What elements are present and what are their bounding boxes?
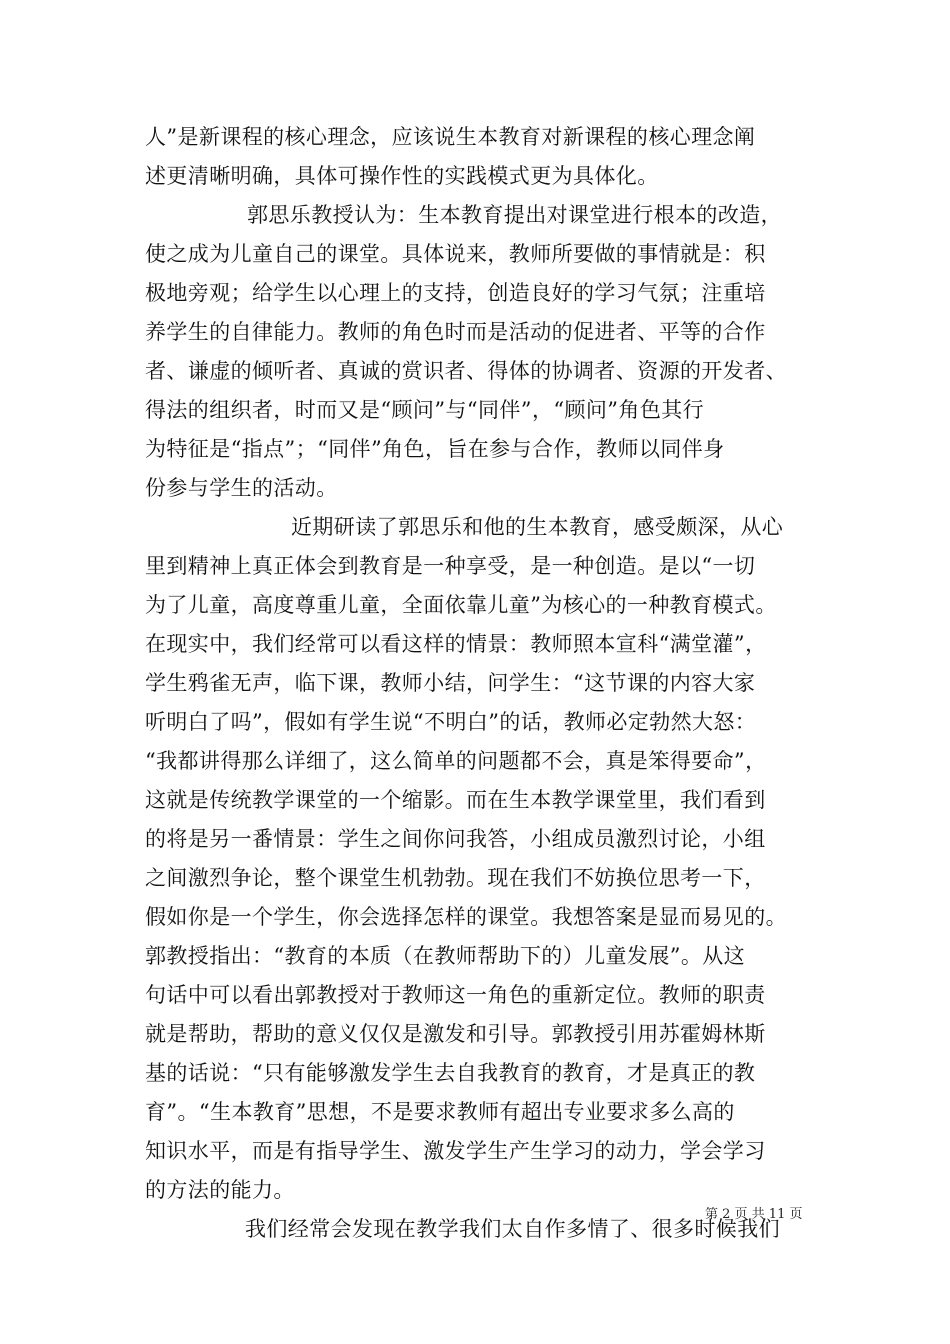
text-line: 郭思乐教授认为：生本教育提出对课堂进行根本的改造， <box>247 203 782 227</box>
text-line: 近期研读了郭思乐和他的生本教育，感受颇深，从心 <box>291 515 784 539</box>
text-line: 基的话说：“只有能够激发学生去自我教育的教育，才是真正的教 <box>145 1061 756 1085</box>
text-line: 育”。“生本教育”思想，不是要求教师有超出专业要求多么高的 <box>145 1100 735 1124</box>
text-line: 份参与学生的活动。 <box>145 476 338 500</box>
text-line: 我们经常会发现在教学我们太自作多情了、很多时候我们 <box>245 1217 780 1241</box>
body-text <box>145 118 825 1249</box>
text-line: 使之成为儿童自己的课堂。具体说来，教师所要做的事情就是：积 <box>145 242 766 266</box>
text-line: 养学生的自律能力。教师的角色时而是活动的促进者、平等的合作 <box>145 320 766 344</box>
text-line: 这就是传统教学课堂的一个缩影。而在生本教学课堂里，我们看到 <box>145 788 766 812</box>
text-line: 之间激烈争论，整个课堂生机勃勃。现在我们不妨换位思考一下， <box>145 866 766 890</box>
text-line: 就是帮助，帮助的意义仅仅是激发和引导。郭教授引用苏霍姆林斯 <box>145 1022 766 1046</box>
text-line: 得法的组织者，时而又是“顾问”与“同伴”，“顾问”角色其行 <box>145 398 705 422</box>
text-line: 为特征是“指点”；“同伴”角色，旨在参与合作，教师以同伴身 <box>145 437 725 461</box>
text-line: 学生鸦雀无声，临下课，教师小结，问学生：“这节课的内容大家 <box>145 671 756 695</box>
text-line: 里到精神上真正体会到教育是一种享受，是一种创造。是以“一切 <box>145 554 756 578</box>
text-line: 在现实中，我们经常可以看这样的情景：教师照本宣科“满堂灌”， <box>145 632 767 656</box>
text-line: 假如你是一个学生，你会选择怎样的课堂。我想答案是显而易见的。 <box>145 905 787 929</box>
text-line: 者、谦虚的倾听者、真诚的赏识者、得体的协调者、资源的开发者、 <box>145 359 787 383</box>
text-line: 人”是新课程的核心理念，应该说生本教育对新课程的核心理念阐 <box>145 125 756 149</box>
text-line: 的方法的能力。 <box>145 1178 295 1202</box>
text-line: 极地旁观；给学生以心理上的支持，创造良好的学习气氛；注重培 <box>145 281 766 305</box>
text-line: 知识水平，而是有指导学生、激发学生产生学习的动力，学会学习 <box>145 1139 766 1163</box>
text-line: 为了儿童，高度尊重儿童，全面依靠儿童”为核心的一种教育模式。 <box>145 593 777 617</box>
page-number-footer: 第 2 页 共 11 页 <box>705 1207 803 1222</box>
text-line: 郭教授指出：“教育的本质（在教师帮助下的）儿童发展”。从这 <box>145 944 746 968</box>
text-line: 的将是另一番情景：学生之间你问我答，小组成员激烈讨论，小组 <box>145 827 766 851</box>
text-line: 句话中可以看出郭教授对于教师这一角色的重新定位。教师的职责 <box>145 983 766 1007</box>
text-line: “我都讲得那么详细了，这么简单的问题都不会，真是笨得要命”， <box>145 749 767 773</box>
text-line: 听明白了吗”，假如有学生说“不明白”的话，教师必定勃然大怒： <box>145 710 757 734</box>
text-line: 述更清晰明确，具体可操作性的实践模式更为具体化。 <box>145 164 659 188</box>
